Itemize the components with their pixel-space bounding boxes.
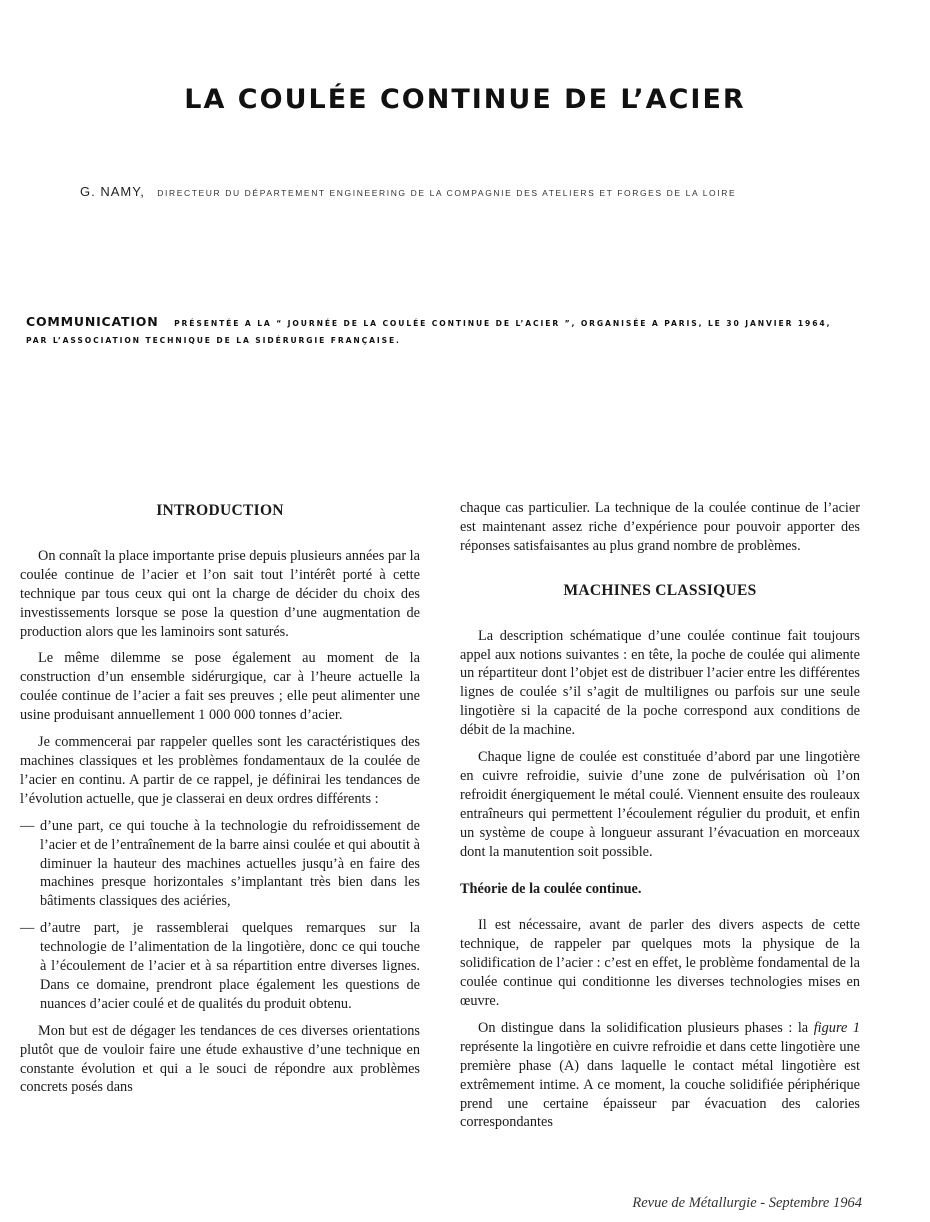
paragraph-text: On distingue dans la solidification plusieurs phases : la: [478, 1019, 814, 1036]
journal-footer: Revue de Métallurgie - Septembre 1964: [632, 1195, 862, 1211]
section-heading-machines-classiques: MACHINES CLASSIQUES: [563, 581, 757, 599]
communication-note: [26, 312, 896, 350]
paragraph: Je commencerai par rappeler quelles sont les caractéristiques des machines classiques et les problèmes fondamentaux de la coulée de l’acier en continu. A partir de ce rappel, je définirai les tendances de l’évolution actuelle, que je classerai en deux ordres différents :: [20, 734, 420, 807]
communication-line-2: PAR L’ASSOCIATION TECHNIQUE DE LA SIDÉRURGIE FRANÇAISE.: [26, 336, 401, 345]
paragraph: Chaque ligne de coulée est constituée d’abord par une lingotière en cuivre refroidie, suivie d’une zone de pulvérisation où l’on refroidit énergiquement le métal coulé. Viennent ensuite des rouleaux entraîneurs qui permettent l’écoulement régulier du produit, et enfin un système de coupe à longueur assurant l’évacuation en morceaux dont la manutention soit possible.: [460, 749, 860, 860]
article-title: LA COULÉE CONTINUE DE L’ACIER: [184, 84, 746, 115]
dash-bullet: —: [20, 920, 35, 937]
right-column: [460, 499, 860, 1140]
paragraph: La description schématique d’une coulée continue fait toujours appel aux notions suivantes : en tête, la poche de coulée qui alimente un répartiteur dont l’objet est de distribuer l’acier entre les différentes lignes de coulée s’il s’agit de multilignes ou parfois sur une seule lingotière si la capacité de la poche correspond aux conditions de débit de la machine.: [460, 627, 860, 739]
paragraph: [460, 1019, 860, 1132]
list-item: [20, 919, 420, 1014]
author-affiliation: DIRECTEUR DU DÉPARTEMENT ENGINEERING DE LA COMPAGNIE DES ATELIERS ET FORGES DE LA LOIRE: [157, 188, 737, 198]
paragraph-text: représente la lingotière en cuivre refroidie et dans cette lingotière une première phase (A) dans laquelle le contact métal lingotière est extrêmement intime. A ce moment, la couche solidifiée périphérique prend une certaine épaisseur par évacuation des calories correspondantes: [460, 1038, 860, 1131]
author-line: [80, 183, 860, 201]
paragraph: chaque cas particulier. La technique de la coulée continue de l’acier est maintenant assez riche d’expérience pour pouvoir apporter des réponses satisfaisantes au plus grand nombre de problèmes.: [460, 500, 860, 554]
author-name: G. NAMY,: [80, 184, 145, 199]
subsection-heading: Théorie de la coulée continue.: [460, 880, 642, 897]
figure-reference: figure 1: [813, 1019, 861, 1036]
left-column: [20, 498, 420, 1105]
paragraph: Il est nécessaire, avant de parler des divers aspects de cette technique, de rappeler par quelques mots la physique de la solidification de l’acier : c’est en effet, le problème fondamental de la coulée continue qui conditionne les diverses technologies mises en œuvre.: [460, 917, 860, 1010]
dash-bullet: —: [20, 817, 35, 834]
list-item-text: d’une part, ce qui touche à la technologie du refroidissement de l’acier et de l’entraînement de la barre ainsi coulée et qui aboutit à diminuer la hauteur des machines actuelles jusqu’à en faire des machines presque horizontales s’implantant très bien dans les bâtiments classiques des aciéries,: [40, 817, 420, 910]
list-item-text: d’autre part, je rassemblerai quelques remarques sur la technologie de l’alimentation de la lingotière, donc ce qui touche à l’écoulement de l’acier et à sa répartition entre diverses lignes. Dans ce domaine, prendront place également les questions de nuances d’acier coulé et de qualités du produit obtenu.: [40, 920, 420, 1012]
communication-label: COMMUNICATION: [26, 314, 159, 329]
communication-line-1: PRÉSENTÉE A LA “ JOURNÉE DE LA COULÉE CONTINUE DE L’ACIER ”, ORGANISÉE A PARIS, LE 30 JANVIER 1964,: [174, 319, 832, 328]
paragraph: Le même dilemme se pose également au moment de la construction d’un ensemble sidérurgique, car à l’heure actuelle la coulée continue de l’acier a fait ses preuves ; elle peut alimenter une usine produisant annuellement 1 000 000 tonnes d’acier.: [20, 650, 420, 724]
paragraph: Mon but est de dégager les tendances de ces diverses orientations plutôt que de vouloir faire une étude exhaustive d’une technique en constante évolution et qui a le souci de répondre aux problèmes concrets posés dans: [20, 1022, 420, 1096]
section-heading-introduction: INTRODUCTION: [156, 502, 284, 519]
paragraph: On connaît la place importante prise depuis plusieurs années par la coulée continue de l’acier et l’on sait tout l’intérêt porté à cette technique par tous ceux qui ont la charge de décider du choix des investissements lorsque se pose la question d’une augmentation de production alors que les laminoirs sont saturés.: [20, 547, 420, 640]
list-item: [20, 817, 420, 912]
